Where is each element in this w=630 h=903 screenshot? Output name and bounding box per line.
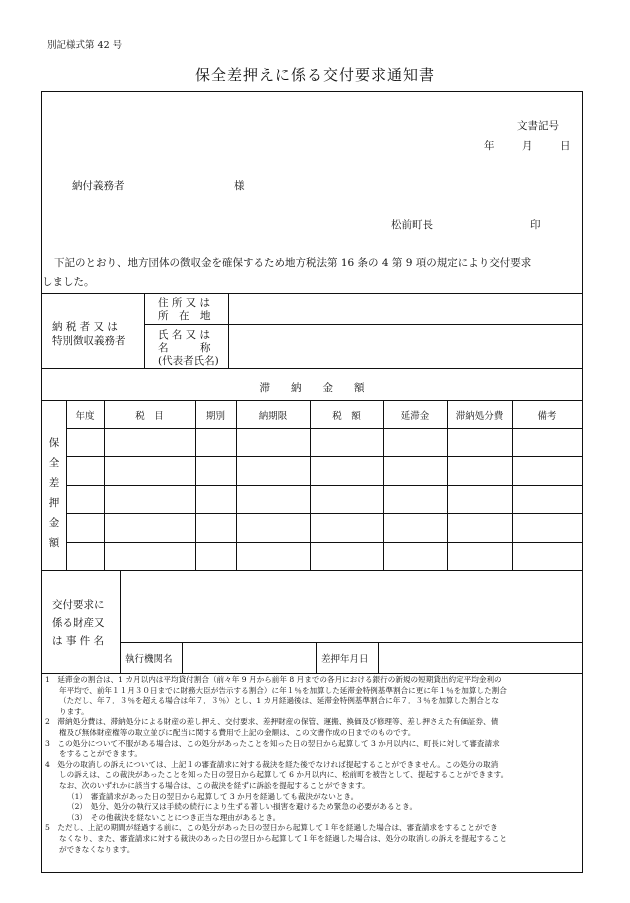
col-tax-item: 税 目 xyxy=(135,411,164,422)
note-line: なくなり、また、審査請求に対する裁決のあった日の翌日から起算して１年を経過した場合は、処分の取消しの訴えを提起すること xyxy=(59,833,507,843)
form-frame xyxy=(41,91,583,873)
address-label-2: 所 在 地 xyxy=(158,310,211,322)
arrears-header: 滞 納 金 額 xyxy=(259,382,365,394)
note-line: しの訴えは、この裁決があったことを知った日の翌日から起算して 6 か月以内に、松前町を被告として、提起することができます。 xyxy=(59,770,509,780)
intro-line-2: しました。 xyxy=(42,276,95,288)
col-tax-amount: 税 額 xyxy=(332,411,361,422)
name-label-3: (代表者氏名) xyxy=(158,355,219,367)
exec-agency-label: 執行機関名 xyxy=(125,654,173,665)
name-label-1: 氏 名 又 は xyxy=(158,329,211,341)
document-no-label: 文書記号 xyxy=(517,120,559,132)
col-period: 期別 xyxy=(205,411,225,422)
property-label-1: 交付要求に xyxy=(52,599,105,611)
col-due-date: 納期限 xyxy=(258,411,288,422)
note-line: 1 延滞金の割合は、1 カ月以内は平均貸付割合（前々年 9 月から前年 8 月までの各月における銀行の新規の短期貸出約定平均金利の xyxy=(45,675,502,684)
note-line: ができなくなります。 xyxy=(59,844,135,854)
intro-line-1: 下記のとおり、地方団体の徴収金を確保するため地方税法第 16 条の 4 第 9 項の規定により交付要求 xyxy=(54,257,532,269)
col-remarks: 備考 xyxy=(537,411,557,422)
issuer-seal: 印 xyxy=(530,219,541,231)
property-label-2: 係る財産又 xyxy=(52,617,105,629)
date-day: 日 xyxy=(560,140,571,152)
col-late-fee: 延滞金 xyxy=(400,411,430,422)
document-title: 保全差押えに係る交付要求通知書 xyxy=(194,66,435,84)
note-line: 3 この処分について不服がある場合は、この処分があったことを知った日の翌日から起算して 3 か月以内に、町長に対して審査請求 xyxy=(45,738,500,748)
side-label: 保 全 差 押 金 額 xyxy=(48,437,60,549)
note-line: 年平均で、前年１１月３０日までに財務大臣が告示する割合）に年１％を加算した延滞金特例基準割合に更に年１％を加算した割合 xyxy=(59,685,507,695)
addressee-label: 納付義務者 xyxy=(72,180,125,192)
note-line: 2 滞納処分費は、滞納処分による財産の差し押え、交付要求、差押財産の保管、運搬、換価及び修理等、差し押さえた有価証券、債 xyxy=(45,717,499,727)
addressee-honorific: 様 xyxy=(234,180,245,192)
note-line: （ただし、年７．３％を超える場合は年７．３％）とし、1 カ月経過後は、延滞金特例基準割合に年７．３％を加算した割合とな xyxy=(59,696,500,706)
col-disposition-fee: 滞納処分費 xyxy=(455,411,504,422)
note-line: （2） 処分、処分の執行又は手続の続行により生ずる著しい損害を避けるため緊急の必要があるとき。 xyxy=(67,802,418,812)
seizure-date-label: 差押年月日 xyxy=(321,654,369,665)
note-line: （3） その他裁決を経ないことにつき正当な理由があるとき。 xyxy=(67,812,281,822)
name-label-2: 名 称 xyxy=(158,342,211,354)
property-label-3: は 事 件 名 xyxy=(52,635,105,647)
note-line: （1） 審査請求があった日の翌日から起算して 3 か月を経過しても裁決がないとき。 xyxy=(67,791,359,801)
issuer-name: 松前町長 xyxy=(391,219,433,231)
note-line: をすることができます。 xyxy=(59,749,142,759)
taxpayer-label-2: 特別徴収義務者 xyxy=(52,335,126,347)
col-year: 年度 xyxy=(75,411,95,422)
date-year: 年 xyxy=(484,140,495,152)
date-month: 月 xyxy=(522,140,533,152)
note-line: なお、次のいずれかに該当する場合は、この裁決を経ずに訴訟を提起することができます。 xyxy=(59,780,370,790)
address-label-1: 住 所 又 は xyxy=(158,297,211,309)
note-line: 4 処分の取消しの訴えについては、上記１の審査請求に対する裁決を経た後でなければ提起することができません。この処分の取消 xyxy=(45,759,499,769)
note-line: ります。 xyxy=(59,706,89,716)
taxpayer-label-1: 納 税 者 又 は xyxy=(52,321,118,333)
note-line: 5 ただし、上記の期間が経過する前に、この処分があった日の翌日から起算して１年を経過した場合は、審査請求をすることができ xyxy=(45,823,498,833)
notes xyxy=(45,675,577,855)
form-number: 別記様式第 42 号 xyxy=(47,40,123,51)
note-line: 権及び無体財産権等の取立並びに配当に関する費用で上記の金額は、この文書作成の日までのものです。 xyxy=(59,727,416,737)
